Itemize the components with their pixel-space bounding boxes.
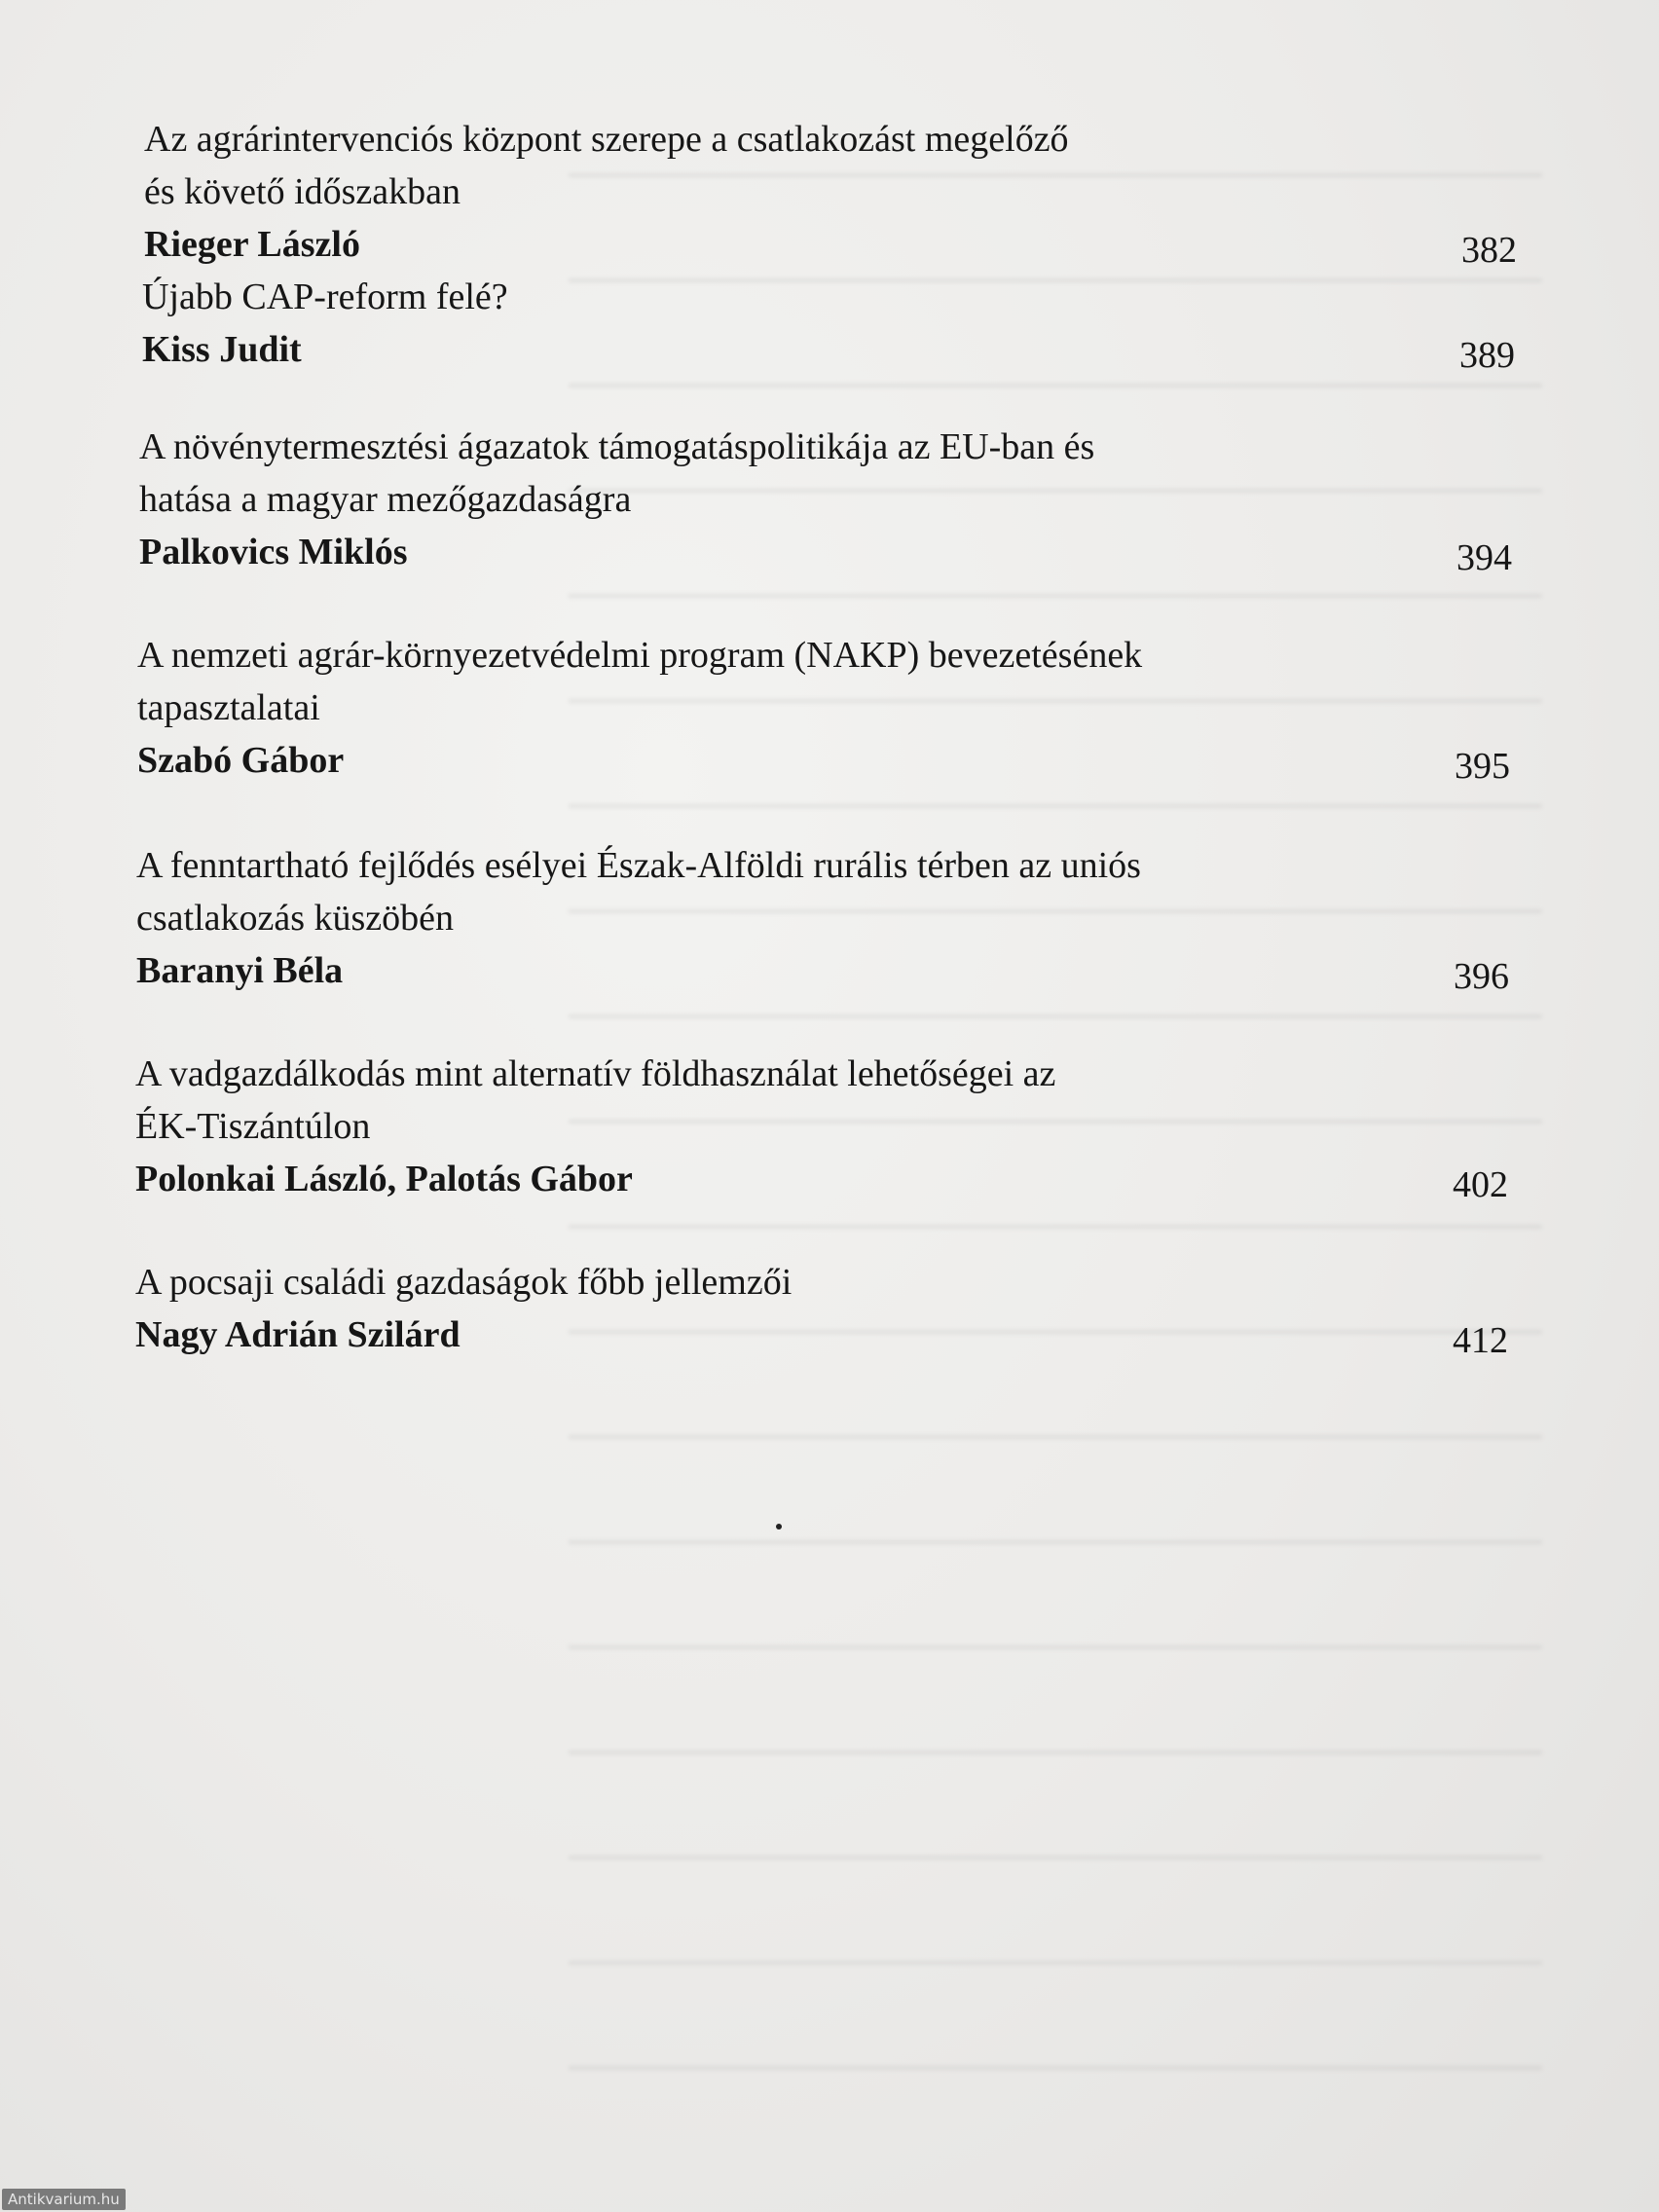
entry-author: Kiss Judit <box>142 329 302 370</box>
entry-title: Az agrárintervenciós központ szerepe a csatlakozást megelőző <box>144 119 1069 160</box>
entry-title: csatlakozás küszöbén <box>136 898 455 939</box>
entry-author: Szabó Gábor <box>137 740 345 781</box>
entry-author: Nagy Adrián Szilárd <box>135 1314 461 1355</box>
entry-page-number: 395 <box>1455 746 1510 787</box>
entry-page-number: 412 <box>1453 1320 1508 1361</box>
toc-entry <box>136 839 1509 997</box>
entry-author: Baranyi Béla <box>136 950 344 991</box>
entry-author: Polonkai László, Palotás Gábor <box>135 1159 633 1199</box>
entry-author: Palkovics Miklós <box>139 532 408 572</box>
entry-title: tapasztalatai <box>137 687 320 728</box>
entry-title: és követő időszakban <box>144 171 461 212</box>
entry-title: A nemzeti agrár-környezetvédelmi program (NAKP) bevezetésének <box>137 635 1143 676</box>
entry-page-number: 396 <box>1454 956 1509 997</box>
entry-title: hatása a magyar mezőgazdaságra <box>139 479 632 520</box>
entry-page-number: 402 <box>1453 1164 1508 1205</box>
toc-entry <box>137 629 1510 787</box>
entry-author: Rieger László <box>144 224 360 265</box>
ink-speck <box>776 1524 782 1530</box>
toc-entry <box>142 271 1515 376</box>
entry-title: ÉK-Tiszántúlon <box>135 1106 371 1147</box>
entry-title: A fenntartható fejlődés esélyei Észak-Alföldi rurális térben az uniós <box>136 845 1141 886</box>
toc-entry <box>144 113 1517 271</box>
entry-title: Újabb CAP-reform felé? <box>142 276 508 317</box>
toc-entry <box>139 421 1512 578</box>
entry-page-number: 389 <box>1459 335 1515 376</box>
entry-title: A vadgazdálkodás mint alternatív földhasználat lehetőségei az <box>135 1053 1056 1094</box>
entry-page-number: 382 <box>1461 230 1517 271</box>
entry-page-number: 394 <box>1456 537 1512 578</box>
toc-entry <box>135 1048 1508 1205</box>
watermark-label: Antikvarium.hu <box>2 2189 126 2210</box>
toc-entry <box>135 1256 1508 1361</box>
entry-title: A pocsaji családi gazdaságok főbb jellemzői <box>135 1262 793 1303</box>
entry-title: A növénytermesztési ágazatok támogatáspolitikája az EU-ban és <box>139 426 1095 467</box>
